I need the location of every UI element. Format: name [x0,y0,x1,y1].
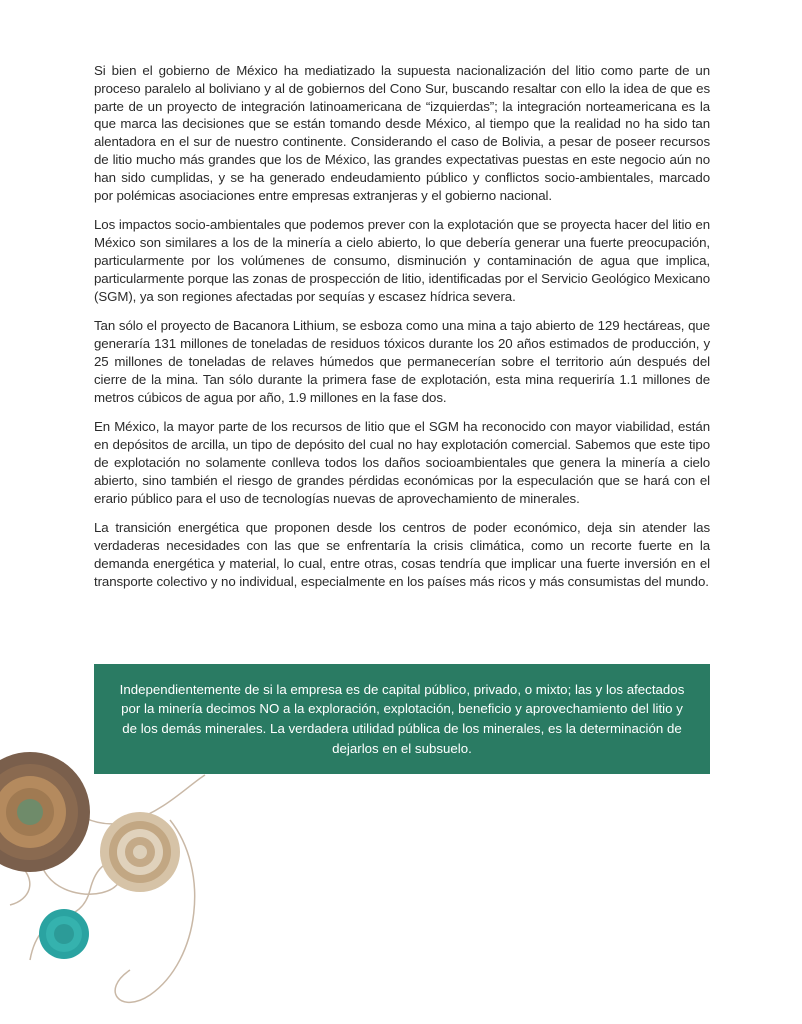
body-text [94,62,710,603]
paragraph-1: Si bien el gobierno de México ha mediatizado la supuesta nacionalización del litio como parte de un proceso paralelo al boliviano y al de gobiernos del Cono Sur, buscando resaltar con ello la idea de que es parte de un proyecto de integración latinoamericana de “izquierdas”; la integración norteamericana es la que marca las decisiones que se están tomando desde México, al tiempo que la realidad no ha sido tan alentadora en el sur de nuestro continente. Considerando el caso de Bolivia, a pesar de poseer recursos de litio mucho más grandes que los de México, las grandes expectativas puestas en este negocio aún no han sido cumplidas, y se ha generado endeudamiento público y conflictos socio-ambientales, marcado por polémicas asociaciones entre empresas extranjeras y el gobierno nacional. [94,63,710,203]
decorative-circles-illustration [0,740,230,1020]
paragraph-5: La transición energética que proponen desde los centros de poder económico, deja sin atender las verdaderas necesidades con las que se enfrentaría la crisis climática, como un recorte fuerte en la demanda energética y material, lo cual, entre otras, cosas tendría que implicar una fuerte inversión en el transporte colectivo y no individual, especialmente en los países más ricos y más consumistas del mundo. [94,520,710,589]
callout-text: Independientemente de si la empresa es de capital público, privado, o mixto; las y los afectados por la minería decimos NO a la exploración, explotación, beneficio y aprovechamiento del litio y de los demás minerales. La verdadera utilidad pública de los minerales, es la determinación de dejarlos en el subsuelo. [119,681,685,756]
teal-circle [39,909,89,959]
paragraph-3: Tan sólo el proyecto de Bacanora Lithium, se esboza como una mina a tajo abierto de 129 hectáreas, que generaría 131 millones de toneladas de residuos tóxicos durante los 20 años estimados de producción, y 25 millones de toneladas de relaves húmedos que permanecerían sobre el territorio aún después del cierre de la mina. Tan sólo durante la primera fase de explotación, esta mina requeriría 1.1 millones de metros cúbicos de agua por año, 1.9 millones en la fase dos. [94,318,710,405]
beige-circle [100,812,180,892]
brown-circle [0,752,90,872]
paragraph-2: Los impactos socio-ambientales que podemos prever con la explotación que se proyecta hacer del litio en México son similares a los de la minería a cielo abierto, lo que debería generar una fuerte preocupación, particularmente por los volúmenes de consumo, disminución y contaminación de agua que implica, particularmente porque las zonas de prospección de litio, identificadas por el Servicio Geológico Mexicano (SGM), ya son regiones afectadas por sequías y escasez hídrica severa. [94,217,710,304]
paragraph-4: En México, la mayor parte de los recursos de litio que el SGM ha reconocido con mayor viabilidad, están en depósitos de arcilla, un tipo de depósito del cual no hay explotación comercial. Sabemos que este tipo de explotación no solamente conlleva todos los daños socioambientales que genera la minería a cielo abierto, sino también el riesgo de grandes pérdidas económicas por la especulación que se hará con el erario público para el uso de tecnologías nuevas de aprovechamiento de minerales. [94,419,710,506]
